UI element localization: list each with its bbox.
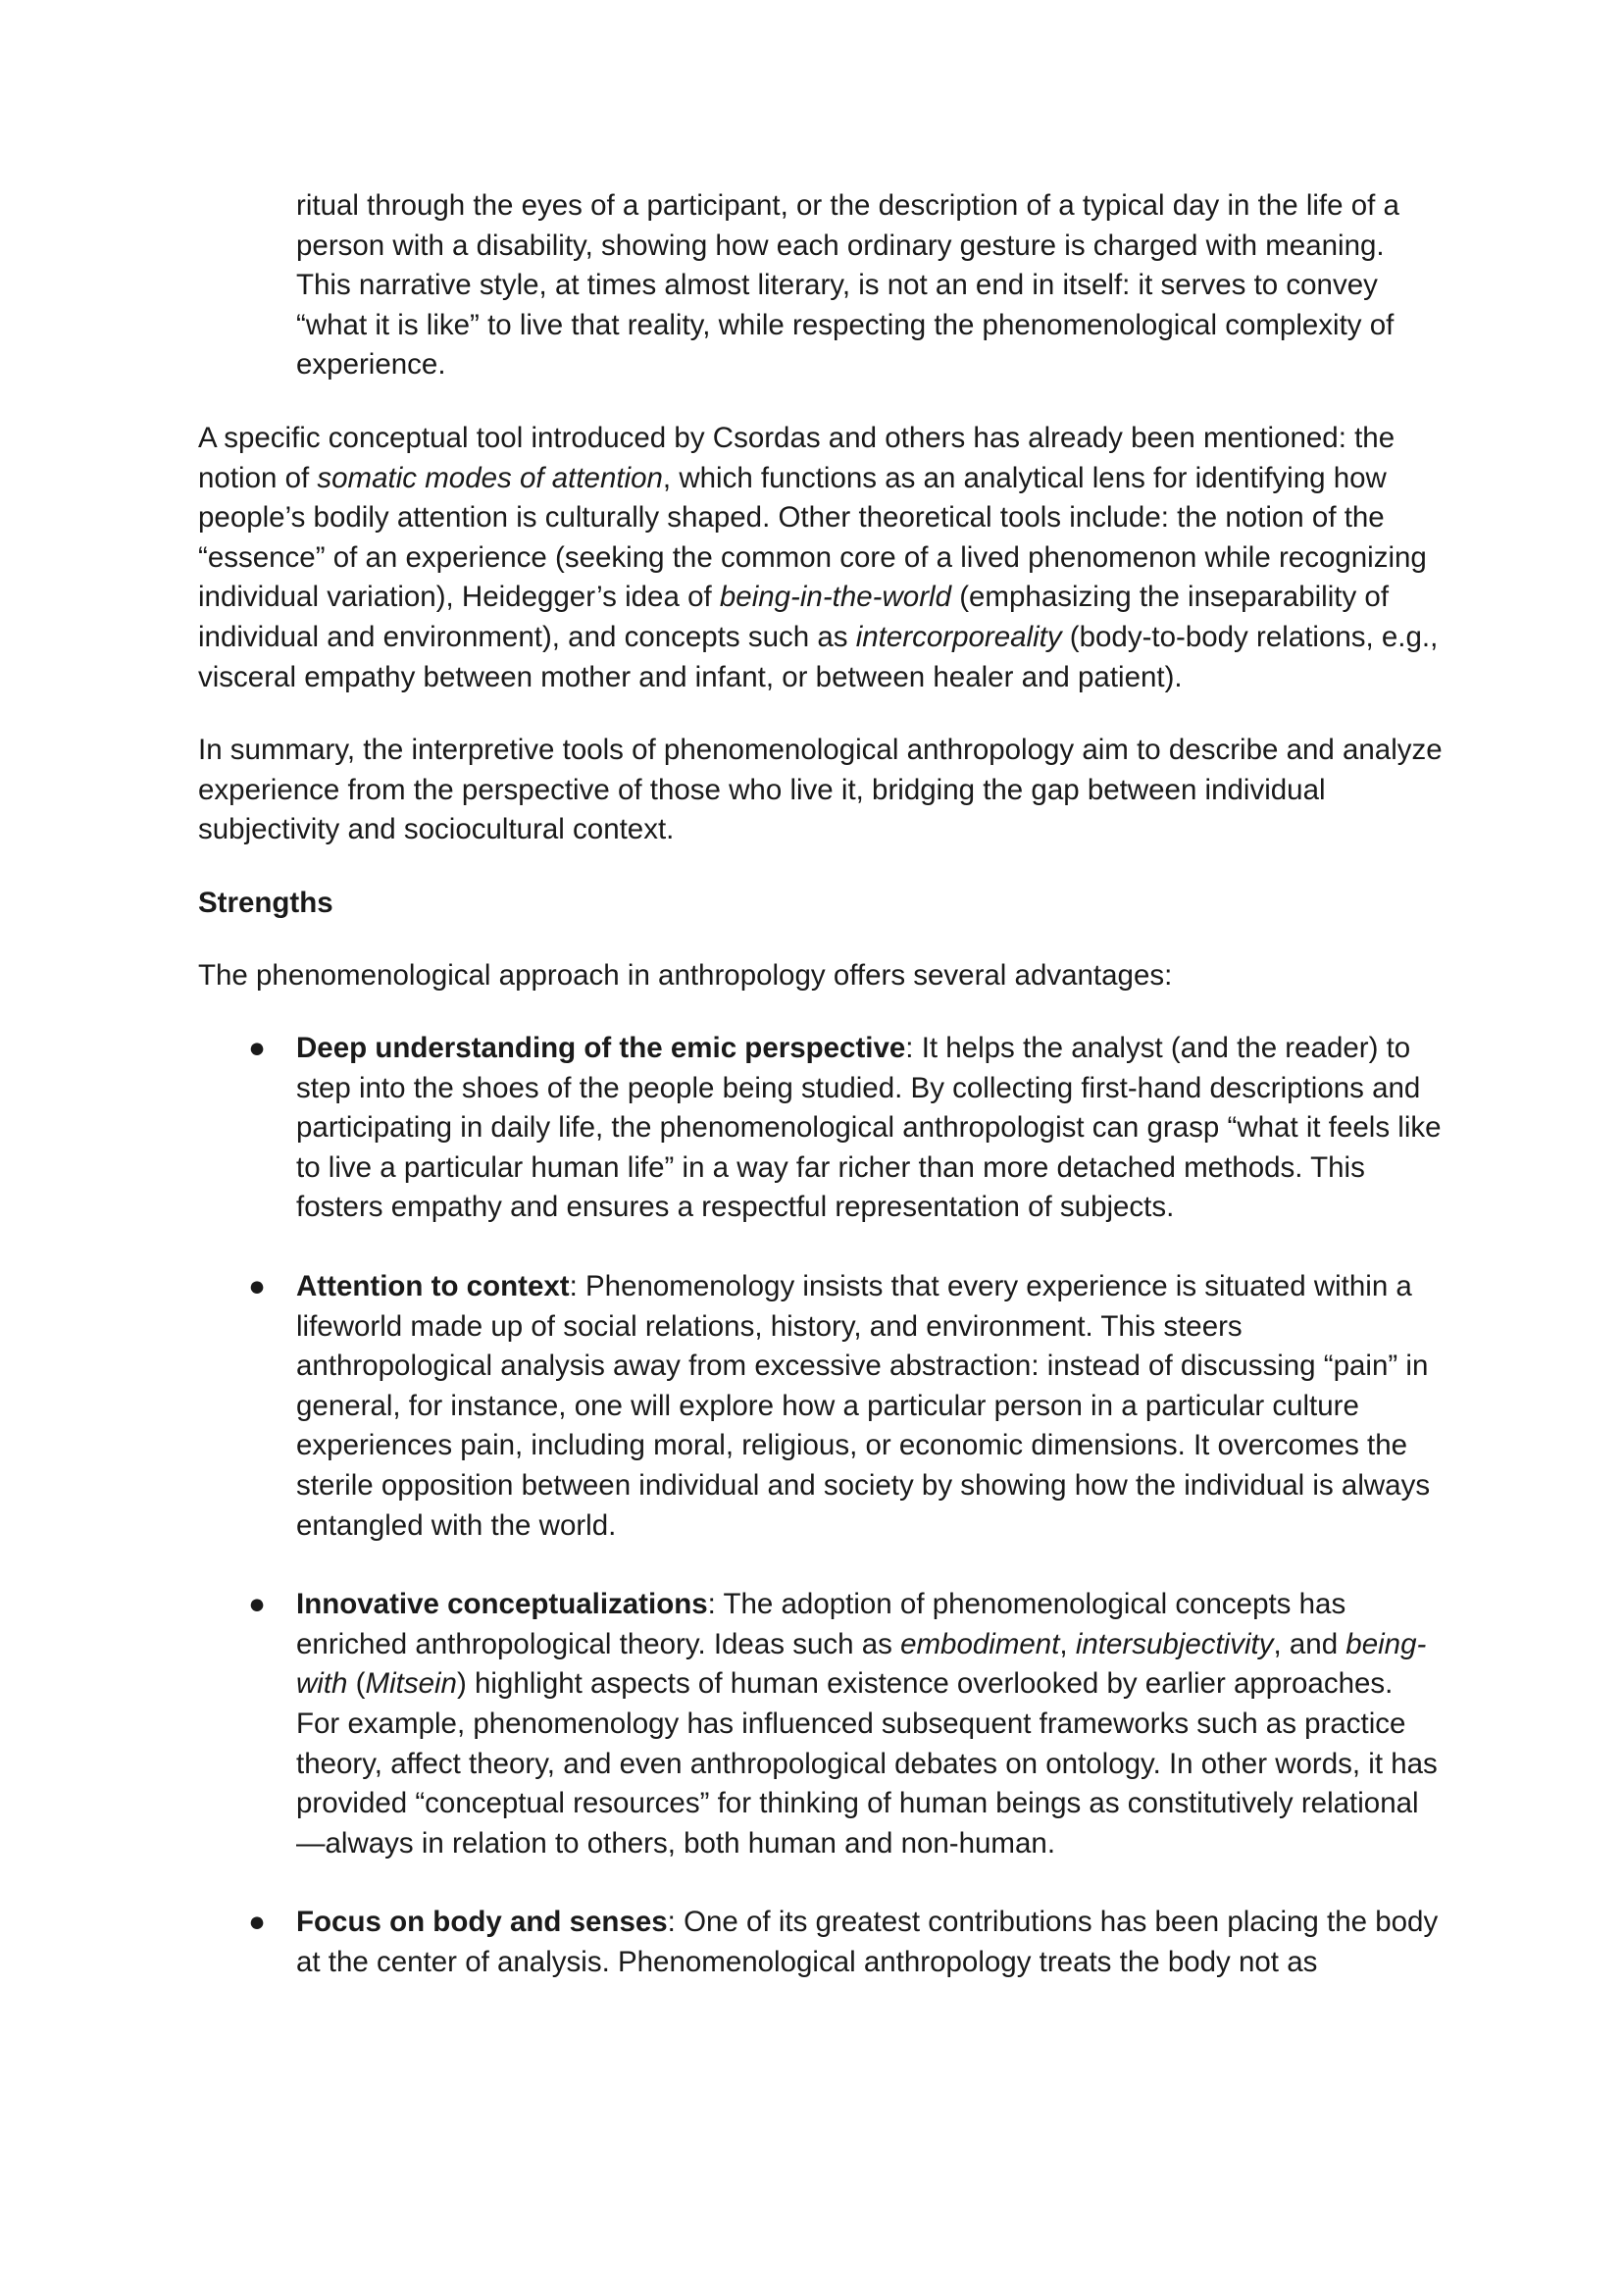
tools-text-1: A specific conceptual tool introduced by Csordas and others has already been mentioned: the notion of xyxy=(198,421,1396,494)
strength-term: Attention to context xyxy=(296,1270,570,1303)
list-item xyxy=(198,1585,1444,1863)
page-content xyxy=(198,186,1444,2022)
strengths-intro: The phenomenological approach in anthropology offers several advantages: xyxy=(198,958,1173,992)
strengths-heading: Strengths xyxy=(198,886,333,919)
emphasis-being-with: being-with xyxy=(296,1627,1427,1701)
list-item xyxy=(198,1903,1444,1982)
strength-term: Focus on body and senses xyxy=(296,1906,668,1939)
bullet-icon: ● xyxy=(248,1588,266,1621)
tools-emphasis-being-in-the-world: being-in-the-world xyxy=(719,581,951,614)
strength-text-2: , xyxy=(1059,1627,1076,1660)
tools-text-3: (emphasizing the inseparability of individual and environment), and concepts such as xyxy=(198,581,1390,653)
continuation-paragraph: ritual through the eyes of a participant, or the description of a typical day in the life of a person with a disability, showing how each ordinary gesture is charged with meaning. This narrative style, at times almost literary, is not an end in itself: it serves to convey “what it is like” to live that reality, while respecting the phenomenological complexity of experience. xyxy=(296,189,1399,382)
bullet-icon: ● xyxy=(248,1270,266,1303)
summary-paragraph: In summary, the interpretive tools of phenomenological anthropology aim to describe and analyze experience from the perspective of those who live it, bridging the gap between individual subjectivity and sociocultural context. xyxy=(198,734,1443,846)
strength-term: Innovative conceptualizations xyxy=(296,1588,708,1621)
bullet-icon: ● xyxy=(248,1906,266,1939)
strength-term: Deep understanding of the emic perspective xyxy=(296,1032,906,1065)
strength-text: : It helps the analyst (and the reader) to step into the shoes of the people being studied. By collecting first-hand descriptions and participating in daily life, the phenomenological anthropologist can grasp “what it feels like to live a particular human life” in a way far richer than more detached methods. This fosters empathy and ensures a respectful representation of subjects. xyxy=(296,1032,1442,1224)
strength-text-4: ( xyxy=(347,1667,366,1701)
tools-emphasis-somatic-modes: somatic modes of attention xyxy=(317,461,663,494)
emphasis-embodiment: embodiment xyxy=(900,1627,1060,1660)
strength-text: : One of its greatest contributions has been placing the body at the center of analysis. Phenomenological anthropology treats the body not as xyxy=(296,1906,1439,1978)
strength-text-3: , and xyxy=(1273,1627,1346,1660)
tools-text-2: , which functions as an analytical lens for identifying how people’s bodily attention is culturally shaped. Other theoretical tools include: the notion of the “essence” of an experience (seeking the common core of a lived phenomenon while recognizing individual variation), Heidegger’s idea of xyxy=(198,461,1427,614)
emphasis-intersubjectivity: intersubjectivity xyxy=(1075,1627,1274,1660)
strength-text-1: : The adoption of phenomenological concepts has enriched anthropological theory. Ideas such as xyxy=(296,1588,1346,1660)
strengths-list xyxy=(198,1029,1444,1982)
tools-text-4: (body-to-body relations, e.g., visceral empathy between mother and infant, or between healer and patient). xyxy=(198,620,1439,693)
bullet-icon: ● xyxy=(248,1032,266,1065)
tools-paragraph xyxy=(198,419,1444,697)
list-item xyxy=(198,1029,1444,1228)
tools-emphasis-intercorporeality: intercorporeality xyxy=(855,620,1062,653)
list-item xyxy=(198,1267,1444,1546)
emphasis-mitsein: Mitsein xyxy=(365,1667,457,1701)
strength-text: : Phenomenology insists that every experience is situated within a lifeworld made up of social relations, history, and environment. This steers anthropological analysis away from excessive abstraction: instead of discussing “pain” in general, for instance, one will explore how a particular person in a particular culture experiences pain, including moral, religious, or economic dimensions. It overcomes the sterile opposition between individual and society by showing how the individual is always entangled with the world. xyxy=(296,1270,1431,1542)
strength-text-5: ) highlight aspects of human existence overlooked by earlier approaches. For example, phenomenology has influenced subsequent frameworks such as practice theory, affect theory, and even anthropological debates on ontology. In other words, it has provided “conceptual resources” for thinking of human beings as constitutively relational—always in relation to others, both human and non-human. xyxy=(296,1667,1438,1860)
